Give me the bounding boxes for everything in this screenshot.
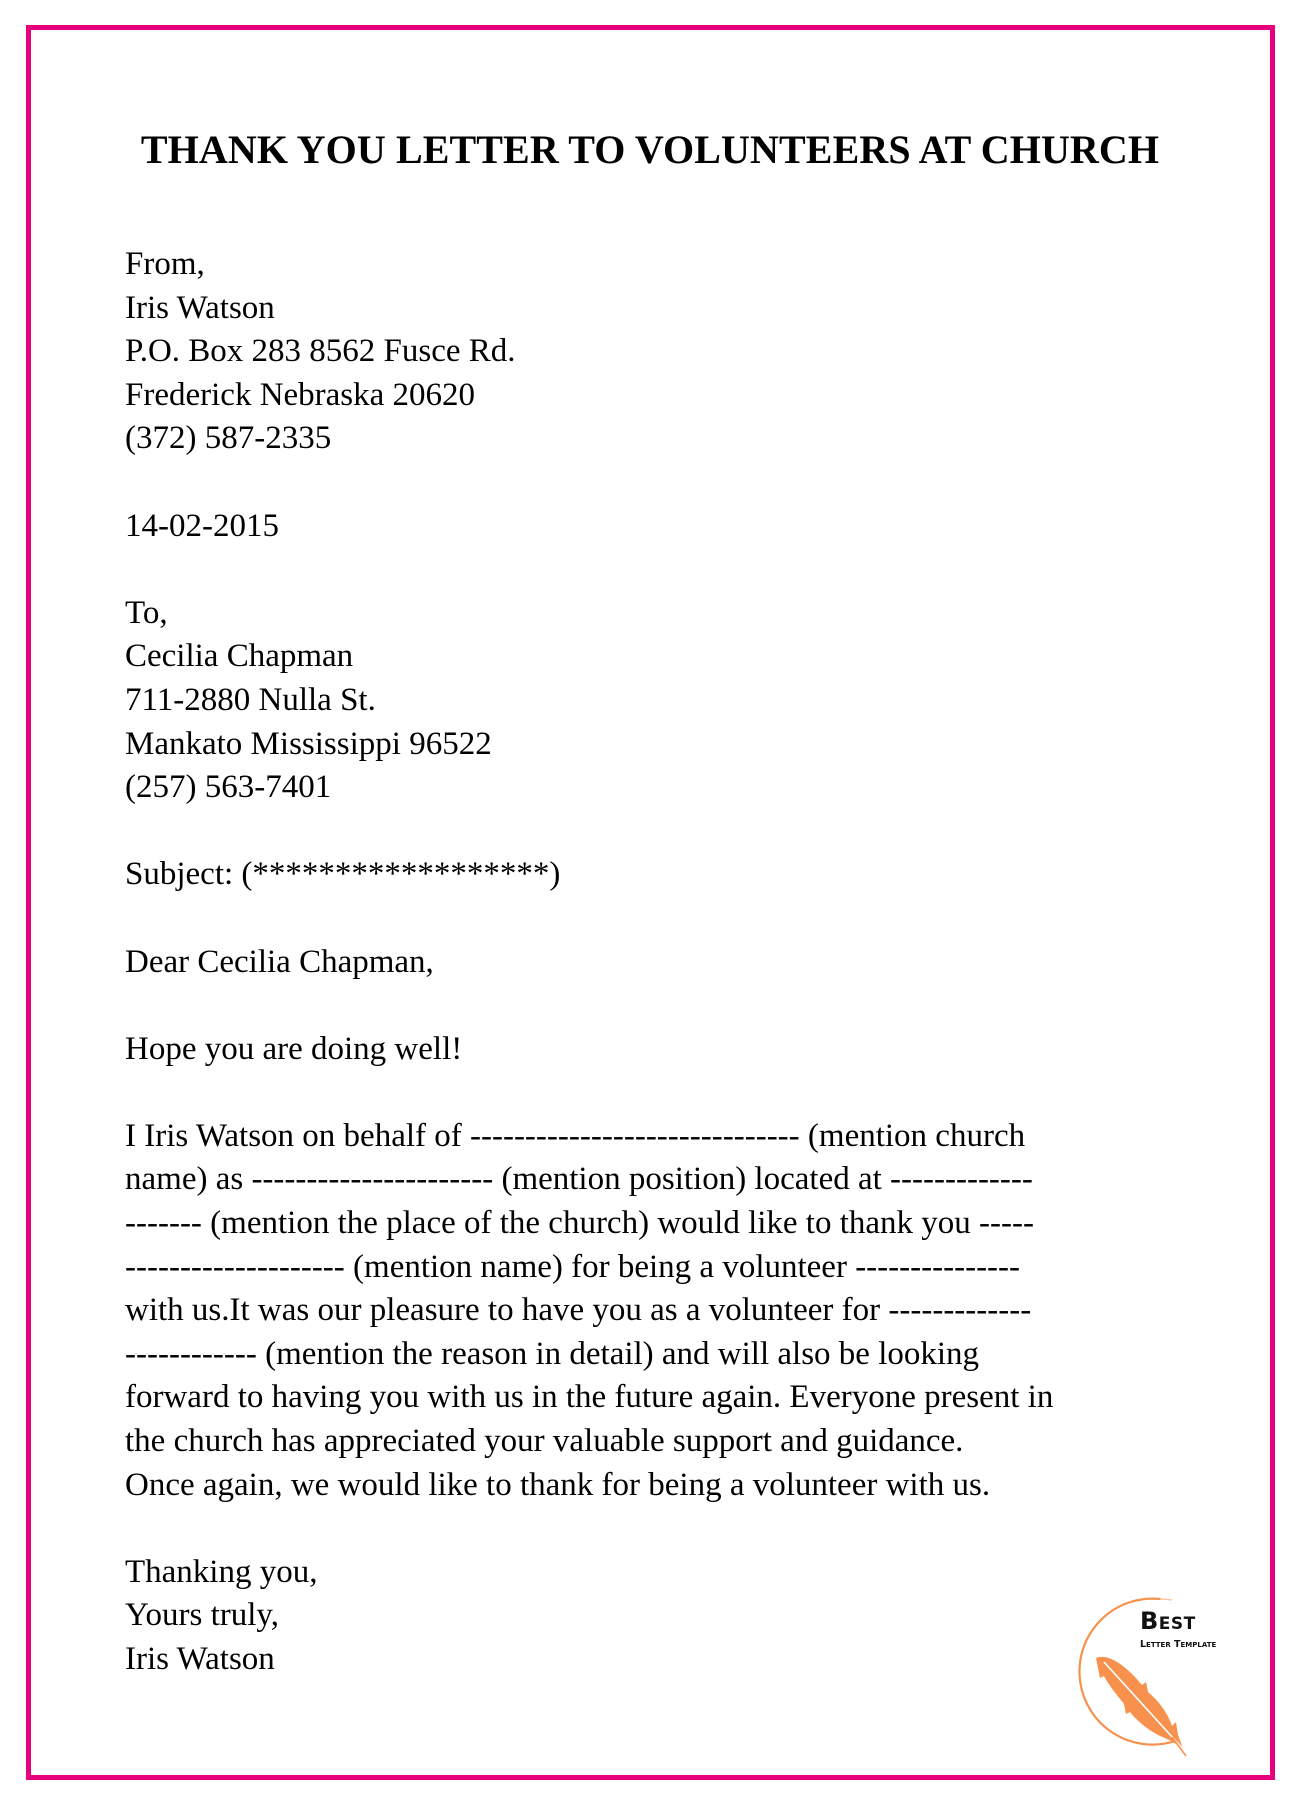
letter-body bbox=[125, 243, 1225, 1682]
salutation: Dear Cecilia Chapman, bbox=[125, 943, 434, 980]
body-line: ------------ (mention the reason in detail) and will also be looking bbox=[125, 1335, 980, 1372]
closing-line2: Yours truly, bbox=[125, 1597, 280, 1634]
body-paragraph bbox=[125, 1115, 1225, 1507]
closing-line1: Thanking you, bbox=[125, 1553, 318, 1590]
sender-address-line2: Frederick Nebraska 20620 bbox=[125, 376, 476, 413]
body-line: name) as ---------------------- (mention position) located at ------------- bbox=[125, 1161, 1033, 1198]
body-line: the church has appreciated your valuable support and guidance. bbox=[125, 1423, 964, 1460]
sender-name: Iris Watson bbox=[125, 289, 275, 326]
body-line: ------- (mention the place of the church) would like to thank you ----- bbox=[125, 1205, 1034, 1242]
subject-line: Subject: (******************) bbox=[125, 856, 561, 893]
body-line: -------------------- (mention name) for being a volunteer --------------- bbox=[125, 1248, 1021, 1285]
body-line: with us.It was our pleasure to have you as a volunteer for ------------- bbox=[125, 1292, 1032, 1329]
sender-address-line1: P.O. Box 283 8562 Fusce Rd. bbox=[125, 333, 516, 370]
sender-label: From, bbox=[125, 246, 205, 282]
letter-date: 14-02-2015 bbox=[125, 507, 279, 544]
recipient-label: To, bbox=[125, 594, 168, 631]
sender-phone: (372) 587-2335 bbox=[125, 420, 332, 457]
logo-title: Best bbox=[1140, 1607, 1196, 1635]
recipient-address-line1: 711-2880 Nulla St. bbox=[125, 681, 376, 718]
recipient-name: Cecilia Chapman bbox=[125, 638, 354, 675]
body-line: Once again, we would like to thank for being a volunteer with us. bbox=[125, 1466, 991, 1503]
body-line: I Iris Watson on behalf of ------------------------------ (mention church bbox=[125, 1117, 1026, 1154]
signature: Iris Watson bbox=[125, 1641, 275, 1677]
recipient-phone: (257) 563-7401 bbox=[125, 769, 332, 806]
logo-subtitle: Letter Template bbox=[1140, 1639, 1217, 1650]
body-line: forward to having you with us in the future again. Everyone present in bbox=[125, 1379, 1054, 1416]
greeting: Hope you are doing well! bbox=[125, 1030, 463, 1067]
recipient-address-line2: Mankato Mississippi 96522 bbox=[125, 725, 492, 762]
letter-title: THANK YOU LETTER TO VOLUNTEERS AT CHURCH bbox=[140, 127, 1160, 172]
brand-logo bbox=[1060, 1590, 1260, 1760]
